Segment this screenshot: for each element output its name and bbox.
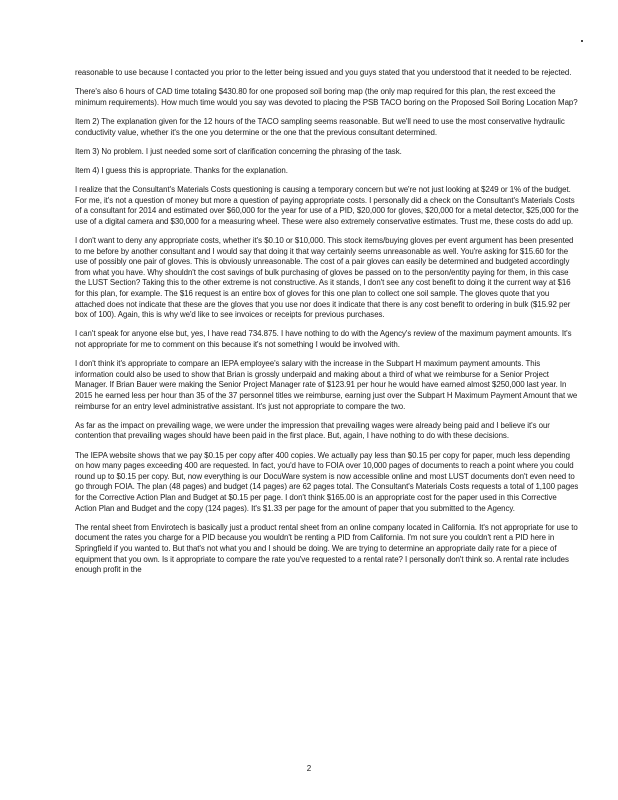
paragraph-salary-comparison: I don't think it's appropriate to compare an IEPA employee's salary with the increase in the Subpart H maximum payment amounts. This information could also be used to show that Brian is grossly underpaid and making about a third of what we reimburse for a Senior Project Manager. If Brian Bauer were making the Senior Project Manager rate of $123.91 per hour he would have earned almost $250,000 last year. In 2015 he earned less per hour than 35 of the 37 personnel titles we reimburse, earning just over the Subpart H Maximum Payment Amount that we reimburse for an entry level administrative assistant. It's just not appropriate to compare the two. [75, 359, 578, 411]
paragraph-cad-rejection-continued: reasonable to use because I contacted you prior to the letter being issued and you guys stated that you understood that it needed to be rejected. [75, 68, 572, 77]
paragraph-prevailing-wage: As far as the impact on prevailing wage, we were under the impression that prevailing wages were already being paid and I believe it's our contention that prevailing wages should have been paid in the first place. But, again, I have nothing to do with these decisions. [75, 420, 550, 441]
paragraph-materials-costs: I realize that the Consultant's Materials Costs questioning is causing a temporary concern but we're not just looking at $249 or 1% of the budget. For me, it's not a question of money but more a question of paying appropriate costs. I personally did a check on the Consultant's Materials Costs of a consultant for 2014 and estimated over $60,000 for the year for use of a PID, $20,000 for gloves, $20,000 for a metal detector, $25,000 for the use of a digital camera and $30,000 for a measuring wheel. These were also extremely conservative estimates. Trust me, these costs do add up. [75, 185, 579, 226]
paragraph-copy-costs: The IEPA website shows that we pay $0.15 per copy after 400 copies. We actually pay less than $0.15 per copy for paper, much less depending on how many pages exceeding 400 are requested. In fact, you'd have to FOIA over 10,000 pages of documents to reach a point where you could round up to $0.15 per copy. But, now everything is our DocuWare system is now accessible online and most LUST documents don't even need to go through FOIA. The plan (48 pages) and budget (14 pages) are 62 pages total. The Consultant's Materials Costs requests a total of 1,100 pages for the Corrective Action Plan and Budget at $0.15 per page. I don't think $165.00 is an appropriate cost for the paper used in this Corrective Action Plan and Budget and the copy (124 pages). It's $1.33 per page for the amount of paper that you submitted to the Agency. [75, 450, 579, 513]
page-number: 2 [306, 764, 312, 773]
paragraph-item-4: Item 4) I guess this is appropriate. Thanks for the explanation. [75, 165, 288, 175]
letter-body [75, 68, 580, 584]
paragraph-rental-sheet: The rental sheet from Envirotech is basically just a product rental sheet from an online company located in California. It's not appropriate for use to document the rates you charge for a PID because you wouldn't be renting a PID from California. I'm not sure you couldn't rent a PID here in Springfield if you wanted to. But that's not what you and I should be doing. We are trying to determine an appropriate daily rate for a piece of equipment that you own. Is it appropriate to compare the rate you've requested to a rental rate? I personally don't think so. A rental rate includes enough profit in the [75, 522, 578, 575]
paragraph-item-3: Item 3) No problem. I just needed some sort of clarification concerning the phrasing of the task. [75, 146, 402, 156]
paragraph-maximum-payment: I can't speak for anyone else but, yes, I have read 734.875. I have nothing to do with the Agency's review of the maximum payment amounts. It's not appropriate for me to comment on this because it's not something I would be involved with. [75, 329, 572, 350]
scan-mark [581, 40, 583, 42]
paragraph-item-2: Item 2) The explanation given for the 12 hours of the TACO sampling seems reasonable. But we'll need to use the most conservative hydraulic conductivity value, whether it's the one you determine or the one that the previous consultant determined. [75, 116, 565, 137]
paragraph-gloves: I don't want to deny any appropriate costs, whether it's $0.10 or $10,000. This stock items/buying gloves per event argument has been presented to me before by another consultant and I would say that doing it that way certainly seems unreasonable as well. You're asking for $15.60 for the use of possibly one pair of gloves. This is obviously unreasonable. The cost of a pair gloves can easily be determined and budgeted accordingly from what you have. Why shouldn't the cost savings of bulk purchasing of gloves be passed on to the person/entity paying for them, in this case the LUST Section? Taking this to the other extreme is not constructive. As it stands, I don't see any cost benefit to doing it the current way at $16 for this plan, for example. The $16 request is an entire box of gloves for this one plan to collect one soil sample. The gloves quote that you attached does not indicate that these are the gloves that you use nor does it indicate that there is any cost benefit to ordering in bulk ($15.92 per box of 100). Again, this is why we'd like to see invoices or receipts for previous purchases. [75, 236, 574, 320]
paragraph-cad-time: There's also 6 hours of CAD time totaling $430.80 for one proposed soil boring map (the only map required for this plan, the rest exceed the minimum requirements). How much time would you say was devoted to placing the PSB TACO boring on the Proposed Soil Boring Location Map? [75, 87, 578, 107]
